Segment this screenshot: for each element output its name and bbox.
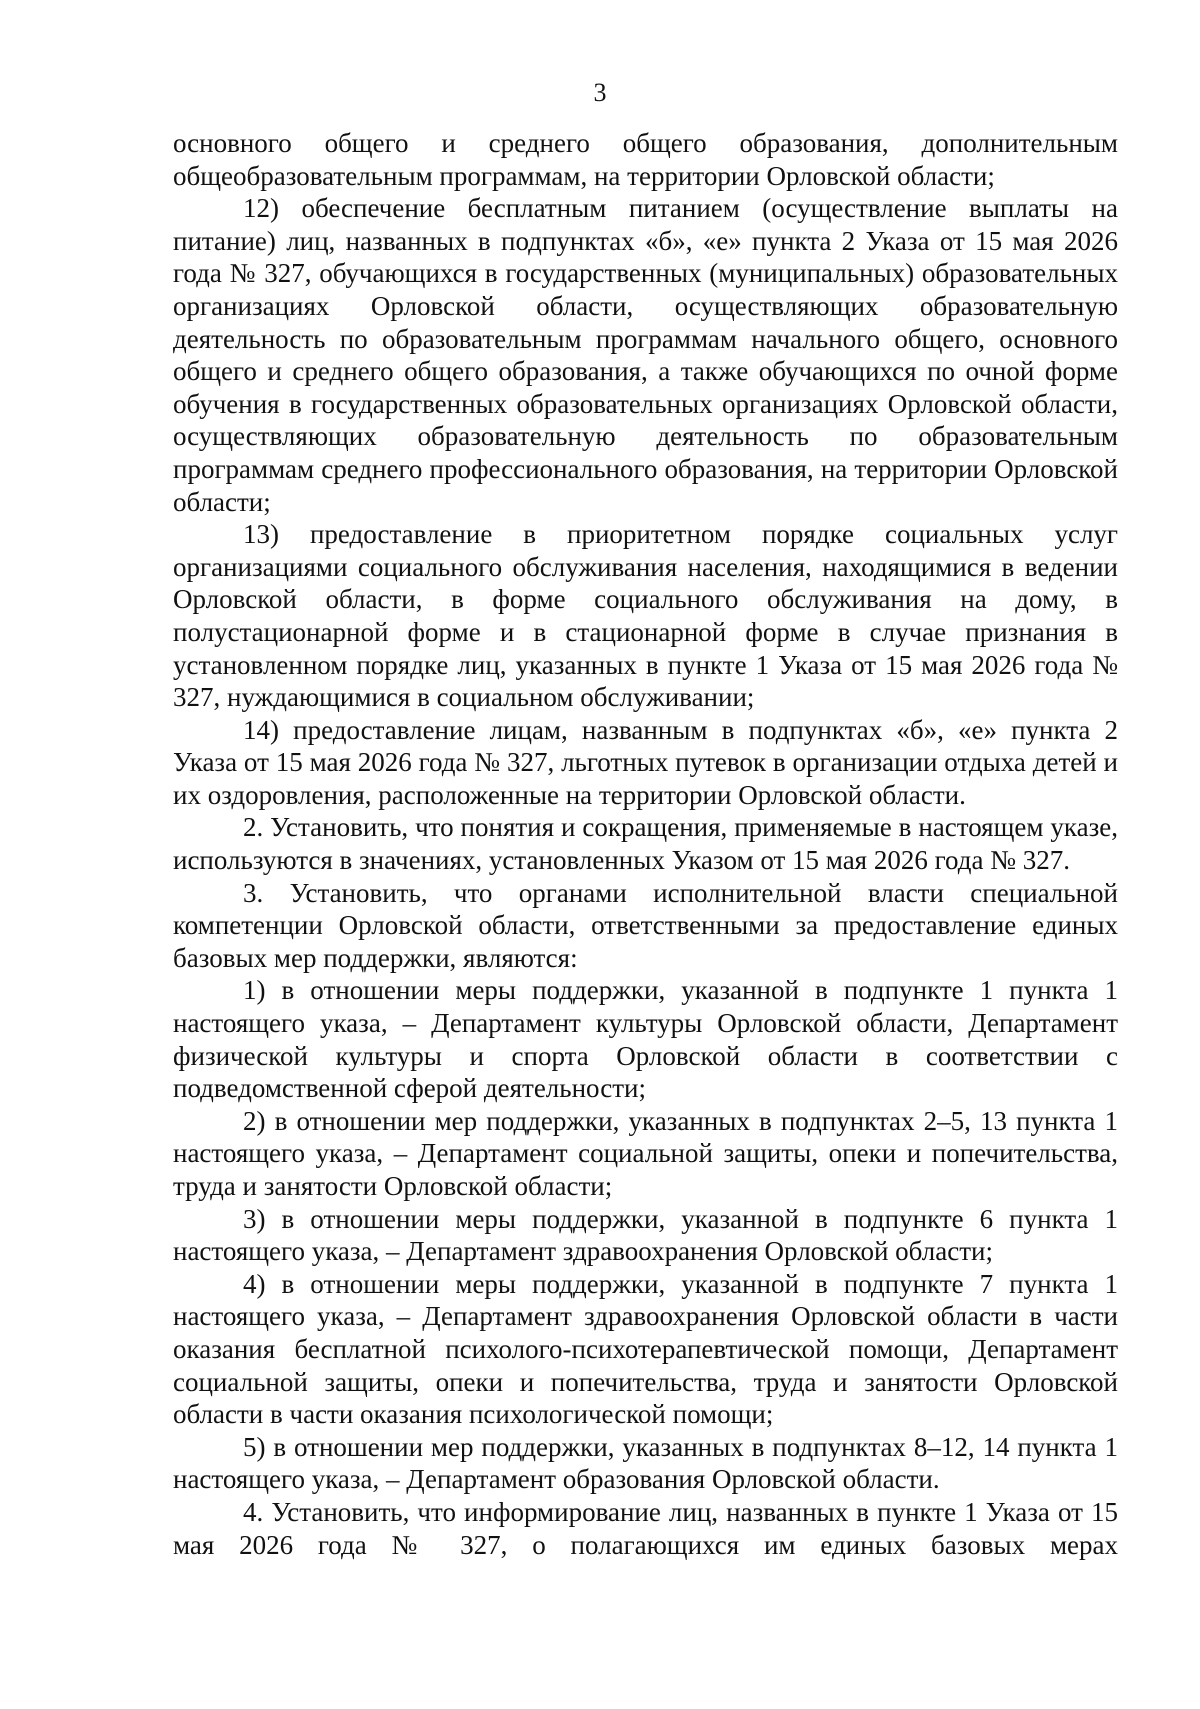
paragraph-item-12: 12) обеспечение бесплатным питанием (осуществление выплаты на питание) лиц, названных в подпунктах «б», «е» пункта 2 Указа от 15 мая 2026 года № 327, обучающихся в государственных (муниципальных) образовательных организациях Орловской области, осуществляющих образовательную деятельность по образовательным программам начального общего, основного общего и среднего общего образования, а также обучающихся по очной форме обучения в государственных образовательных организациях Орловской области, осуществляющих образовательную деятельность по образовательным программам среднего профессионального образования, на территории Орловской области; <box>173 193 1118 517</box>
paragraph-item-14: 14) предоставление лицам, названным в подпунктах «б», «е» пункта 2 Указа от 15 мая 2026 года № 327, льготных путевок в организации отдыха детей и их оздоровления, расположенные на территории Орловской области. <box>173 714 1118 810</box>
paragraph-subitem-3: 3) в отношении меры поддержки, указанной в подпункте 6 пункта 1 настоящего указа, – Департамент здравоохранения Орловской области; <box>173 1203 1118 1267</box>
page-number: 3 <box>593 78 607 107</box>
document-body <box>173 127 1118 1561</box>
paragraph-subitem-2: 2) в отношении мер поддержки, указанных в подпунктах 2–5, 13 пункта 1 настоящего указа, – Департамент социальной защиты, опеки и попечительства, труда и занятости Орловской области; <box>173 1105 1118 1201</box>
paragraph-point-3: 3. Установить, что органами исполнительной власти специальной компетенции Орловской области, ответственными за предоставление единых базовых мер поддержки, являются: <box>173 877 1118 973</box>
paragraph-subitem-5: 5) в отношении мер поддержки, указанных в подпунктах 8–12, 14 пункта 1 настоящего указа, – Департамент образования Орловской области. <box>173 1431 1118 1495</box>
paragraph-subitem-1: 1) в отношении меры поддержки, указанной в подпункте 1 пункта 1 настоящего указа, – Департамент культуры Орловской области, Департамент физической культуры и спорта Орловской области в соответствии с подведомственной сферой деятельности; <box>173 975 1118 1104</box>
paragraph-point-2: 2. Установить, что понятия и сокращения, применяемые в настоящем указе, используются в значениях, установленных Указом от 15 мая 2026 года № 327. <box>173 812 1118 876</box>
paragraph-continuation: основного общего и среднего общего образования, дополнительным общеобразовательным программам, на территории Орловской области; <box>173 128 1118 191</box>
paragraph-point-4: 4. Установить, что информирование лиц, названных в пункте 1 Указа от 15 мая 2026 года № 327, о полагающихся им единых базовых мерах <box>173 1496 1118 1560</box>
paragraph-subitem-4: 4) в отношении меры поддержки, указанной в подпункте 7 пункта 1 настоящего указа, – Департамент здравоохранения Орловской области в части оказания бесплатной психолого-психотерапевтической помощи, Департамент социальной защиты, опеки и попечительства, труда и занятости Орловской области в части оказания психологической помощи; <box>173 1268 1118 1430</box>
paragraph-item-13: 13) предоставление в приоритетном порядке социальных услуг организациями социального обслуживания населения, находящимися в ведении Орловской области, в форме социального обслуживания на дому, в полустационарной форме и в стационарной форме в случае признания в установленном порядке лиц, указанных в пункте 1 Указа от 15 мая 2026 года № 327, нуждающимися в социальном обслуживании; <box>173 519 1118 713</box>
